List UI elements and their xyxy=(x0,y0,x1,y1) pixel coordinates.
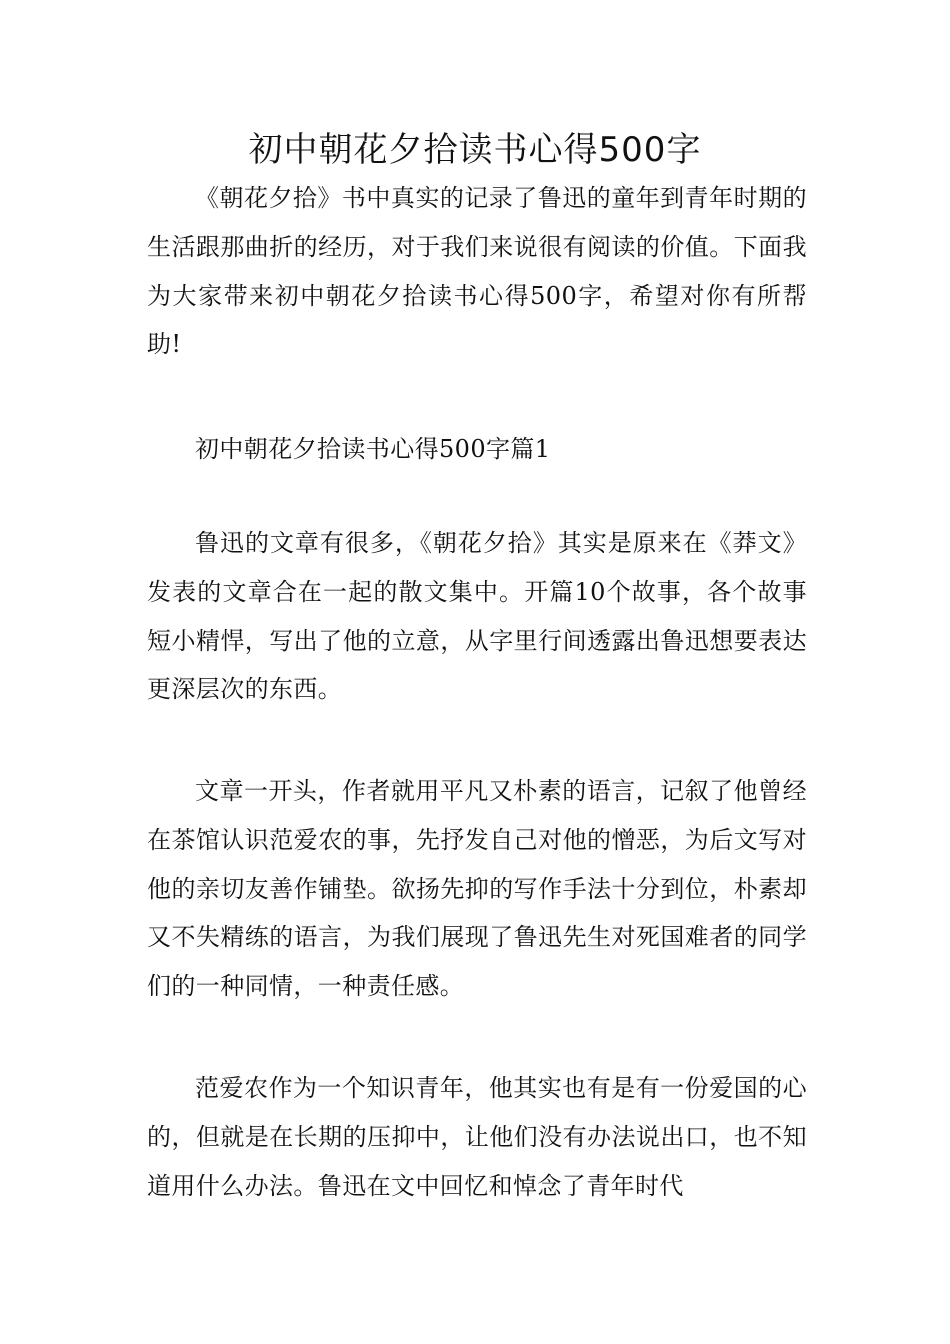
body-paragraph: 范爱农作为一个知识青年，他其实也有是有一份爱国的心的，但就是在长期的压抑中，让他们没有办法说出口，也不知道用什么办法。鲁迅在文中回忆和悼念了青年时代 xyxy=(147,1074,807,1200)
body-paragraph: 文章一开头，作者就用平凡又朴素的语言，记叙了他曾经在茶馆认识范爱农的事，先抒发自己对他的憎恶，为后文写对他的亲切友善作铺垫。欲扬先抑的写作手法十分到位，朴素却又不失精练的语言，为我们展现了鲁迅先生对死国难者的同学们的一种同情，一种责任感。 xyxy=(147,777,807,1001)
section-heading: 初中朝花夕拾读书心得500字篇1 xyxy=(195,435,551,463)
document-title: 初中朝花夕拾读书心得500字 xyxy=(248,130,702,170)
body-paragraph: 鲁迅的文章有很多，《朝花夕拾》其实是原来在《莽文》发表的文章合在一起的散文集中。开篇10个故事，各个故事短小精悍，写出了他的立意，从字里行间透露出鲁迅想要表达更深层次的东西。 xyxy=(147,529,807,704)
intro-paragraph: 《朝花夕拾》书中真实的记录了鲁迅的童年到青年时期的生活跟那曲折的经历，对于我们来说很有阅读的价值。下面我为大家带来初中朝花夕拾读书心得500字，希望对你有所帮助! xyxy=(147,184,807,359)
